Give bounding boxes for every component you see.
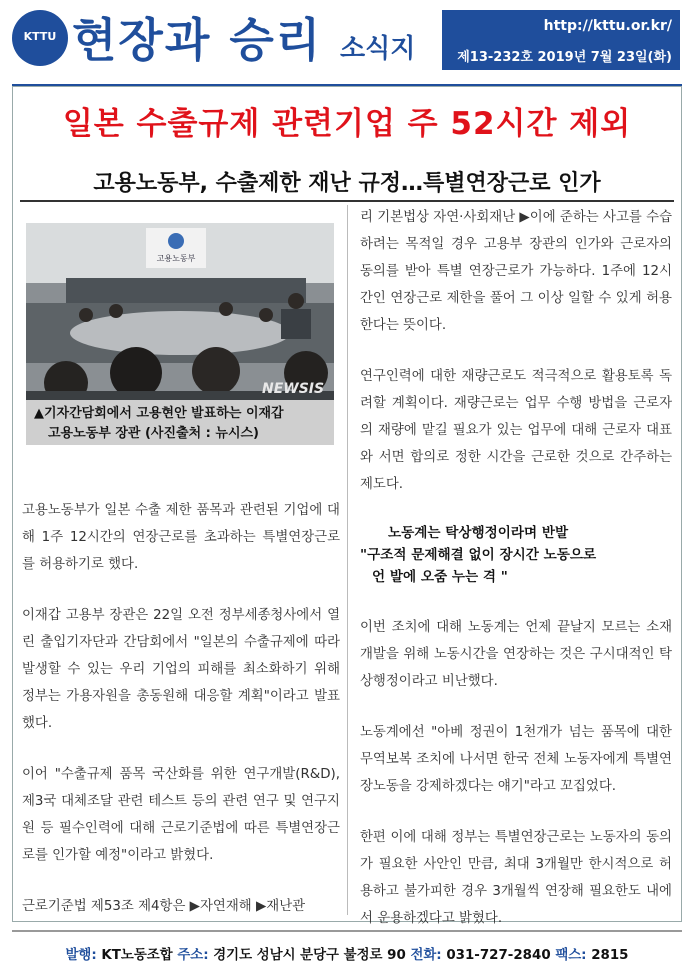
headline-divider <box>20 200 674 202</box>
paragraph: 리 기본법상 자연·사회재난 ▶이에 준하는 사고를 수습하려는 목적일 경우 고용부 장관의 인가와 근로자의 동의를 받아 특별 연장근로가 가능하다. 1주에 12시간인 연장근로 제한을 풀어 그 이상 일할 수 있게 허용한다는 뜻이다. <box>360 210 672 333</box>
paragraph: 이번 조치에 대해 노동계는 언제 끝날지 모르는 소재 개발을 위해 노동시간을 연장하는 것은 구시대적인 탁상행정이라고 비난했다. <box>360 620 672 689</box>
photo-caption <box>34 404 330 444</box>
newsletter-title: 현장과 승리 <box>72 13 323 67</box>
address-value: 경기도 성남시 분당구 불정로 90 <box>213 948 406 963</box>
paragraph: 근로기준법 제53조 제4항은 ▶자연재해 ▶재난관 <box>22 899 306 914</box>
pull-quote-line3: 언 발에 오줌 누는 격 " <box>372 569 508 585</box>
masthead <box>0 0 694 80</box>
photo-sign-text: 고용노동부 <box>156 254 196 263</box>
paragraph: 고용노동부가 일본 수출 제한 품목과 관련된 기업에 대해 1주 12시간의 연장근로를 초과하는 특별연장근로를 허용하기로 했다. <box>22 503 340 572</box>
fax-label: 팩스: <box>555 948 587 963</box>
paragraph: 이어 "수출규제 품목 국산화를 위한 연구개발(R&D), 제3국 대체조달 관련 테스트 등의 관련 연구 및 연구지원 등 필수인력에 대해 근로기준법에 따른 특별연장근로를 인가할 예정"이라고 밝혔다. <box>22 767 340 863</box>
photo-watermark: NEWSIS <box>262 381 325 397</box>
photo-caption-line2: 고용노동부 장관 (사진출처 : 뉴시스) <box>48 426 259 441</box>
issue-number-date: 제13-232호 2019년 7월 23일(화) <box>457 50 672 65</box>
pull-quote-line2: "구조적 문제해결 없이 장시간 노동으로 <box>360 547 597 563</box>
column-divider <box>347 205 348 915</box>
right-column <box>360 204 672 956</box>
pull-quote <box>360 522 672 588</box>
footer-divider <box>12 930 682 932</box>
phone-label: 전화: <box>410 948 442 963</box>
paragraph: 노동계에선 "아베 정권이 1천개가 넘는 품목에 대한 무역보복 조치에 나서면 한국 전체 노동자에게 특별연장노동을 강제하겠다는 얘기"라고 꼬집었다. <box>360 725 672 794</box>
fax-value: 2815 <box>591 948 629 963</box>
publisher-name: KT노동조합 <box>101 948 173 963</box>
subheadline: 고용노동부, 수출제한 재난 규정…특별연장근로 인가 <box>93 171 601 196</box>
photo-caption-line1: ▲기자간담회에서 고용현안 발표하는 이재갑 <box>34 406 284 421</box>
pull-quote-line1: 노동계는 탁상행정이라며 반발 <box>388 525 569 541</box>
left-column <box>22 497 340 944</box>
website-url[interactable]: http://kttu.or.kr/ <box>543 18 672 34</box>
photo-caption-box <box>26 400 334 445</box>
publisher-label: 발행: <box>65 948 97 963</box>
paragraph: 한편 이에 대해 정부는 특별연장근로는 노동자의 동의가 필요한 사안인 만큼, 최대 3개월만 한시적으로 허용하고 불가피한 경우 3개월씩 연장해 필요한도 내에서 운용하겠다고 밝혔다. <box>360 830 672 926</box>
newsletter-subtitle: 소식지 <box>340 34 416 64</box>
phone-value: 031-727-2840 <box>446 948 551 963</box>
headline: 일본 수출규제 관련기업 주 52시간 제외 <box>62 106 632 142</box>
footer <box>0 944 694 963</box>
address-label: 주소: <box>177 948 209 963</box>
issue-info-box <box>442 10 680 70</box>
paragraph: 연구인력에 대한 재량근로도 적극적으로 활용토록 독려할 계획이다. 재량근로는 업무 수행 방법을 근로자의 재량에 맡길 필요가 있는 업무에 대해 근로자 대표와 서면 합의로 정한 시간을 근로한 것으로 간주하는 제도다. <box>360 369 672 492</box>
paragraph: 이재갑 고용부 장관은 22일 오전 정부세종청사에서 열린 출입기자단과 간담회에서 "일본의 수출규제에 따라 발생할 수 있는 우리 기업의 피해를 최소화하기 위해 정부는 가용자원을 총동원해 대응할 계획"이라고 발표했다. <box>22 608 340 731</box>
logo-text: KTTU <box>23 30 57 43</box>
